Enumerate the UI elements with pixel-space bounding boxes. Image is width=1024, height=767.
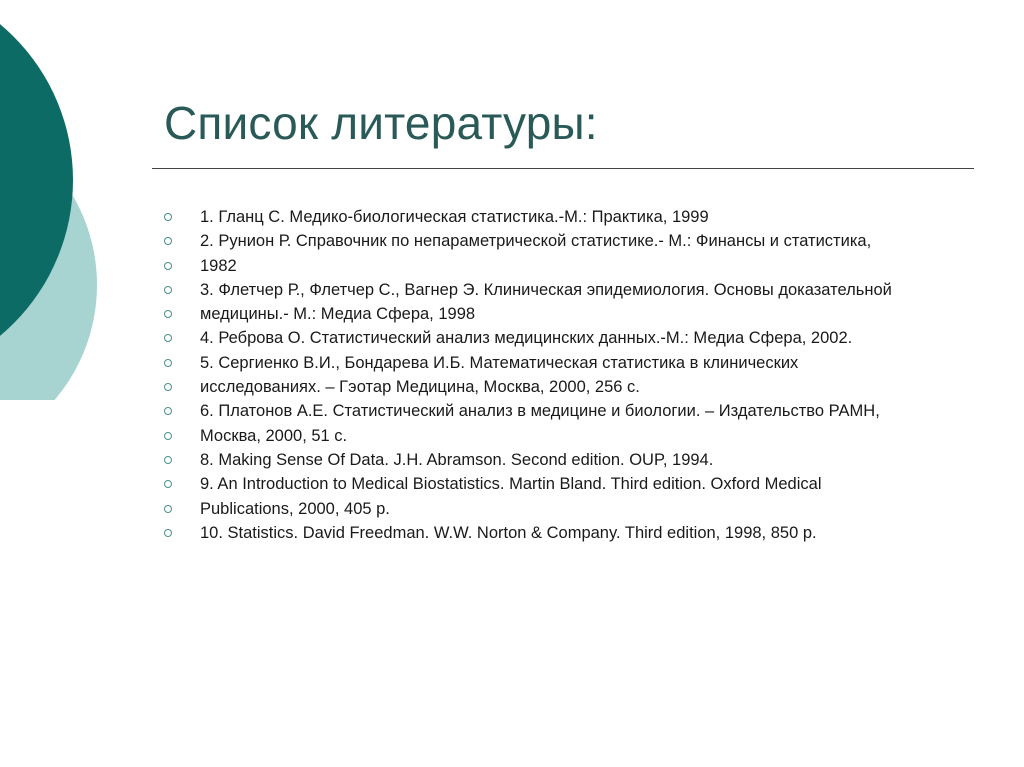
reference-text: 2. Рунион Р. Справочник по непараметрической статистике.- М.: Финансы и статистика,	[200, 232, 872, 251]
hollow-circle-bullet-icon	[164, 432, 172, 440]
reference-item	[162, 401, 962, 422]
decorative-circles	[0, 0, 110, 400]
reference-item	[162, 499, 962, 520]
hollow-circle-bullet-icon	[164, 237, 172, 245]
hollow-circle-bullet-icon	[164, 456, 172, 464]
reference-item	[162, 328, 962, 349]
reference-item	[162, 207, 962, 228]
hollow-circle-bullet-icon	[164, 310, 172, 318]
hollow-circle-bullet-icon	[164, 383, 172, 391]
hollow-circle-bullet-icon	[164, 529, 172, 537]
reference-item	[162, 426, 962, 447]
hollow-circle-bullet-icon	[164, 286, 172, 294]
reference-item	[162, 304, 962, 325]
reference-text: Publications, 2000, 405 p.	[200, 499, 390, 518]
reference-item	[162, 450, 962, 471]
reference-list	[162, 207, 962, 547]
reference-text: 3. Флетчер Р., Флетчер С., Вагнер Э. Клиническая эпидемиология. Основы доказательной	[200, 280, 892, 299]
reference-item	[162, 256, 962, 277]
reference-item	[162, 523, 962, 544]
hollow-circle-bullet-icon	[164, 407, 172, 415]
slide-title: Список литературы:	[164, 97, 598, 149]
reference-text: медицины.- М.: Медиа Сфера, 1998	[200, 305, 476, 324]
hollow-circle-bullet-icon	[164, 480, 172, 488]
hollow-circle-bullet-icon	[164, 262, 172, 270]
hollow-circle-bullet-icon	[164, 359, 172, 367]
reference-text: 6. Платонов А.Е. Статистический анализ в медицине и биологии. – Издательство РАМН,	[200, 402, 880, 421]
reference-item	[162, 474, 962, 495]
reference-text: исследованиях. – Гэотар Медицина, Москва, 2000, 256 с.	[200, 378, 640, 397]
reference-text: 5. Сергиенко В.И., Бондарева И.Б. Математическая статистика в клинических	[200, 353, 799, 372]
reference-item	[162, 377, 962, 398]
reference-item	[162, 280, 962, 301]
reference-text: 4. Реброва О. Статистический анализ медицинских данных.-М.: Медиа Сфера, 2002.	[200, 329, 853, 348]
reference-text: 9. An Introduction to Medical Biostatistics. Martin Bland. Third edition. Oxford Medical	[200, 475, 822, 494]
reference-item	[162, 353, 962, 374]
reference-text: 1. Гланц С. Медико-биологическая статистика.-М.: Практика, 1999	[200, 208, 709, 226]
reference-text: 1982	[200, 256, 237, 275]
reference-text: 8. Making Sense Of Data. J.H. Abramson. Second edition. OUP, 1994.	[200, 450, 714, 469]
hollow-circle-bullet-icon	[164, 505, 172, 513]
hollow-circle-bullet-icon	[164, 334, 172, 342]
reference-item	[162, 231, 962, 252]
title-divider	[152, 168, 974, 169]
reference-text: Москва, 2000, 51 с.	[200, 426, 348, 445]
hollow-circle-bullet-icon	[164, 213, 172, 221]
reference-text: 10. Statistics. David Freedman. W.W. Norton & Company. Third edition, 1998, 850 p.	[200, 523, 817, 542]
